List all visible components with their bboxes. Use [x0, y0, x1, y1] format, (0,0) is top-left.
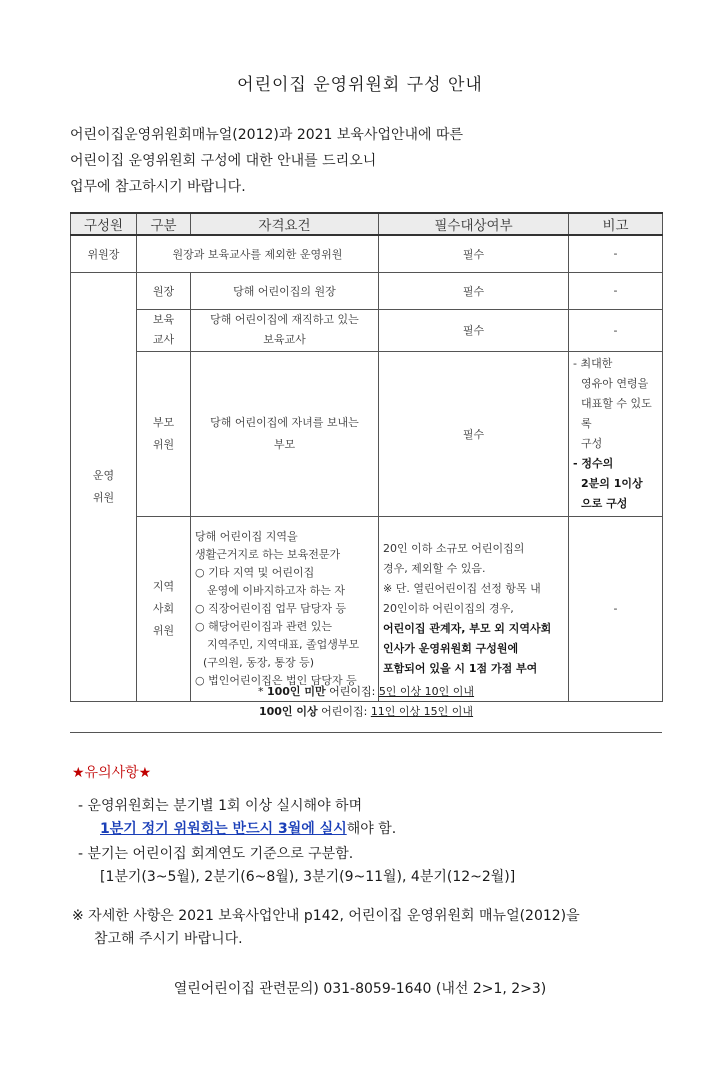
header-qualification: 자격요건 — [191, 213, 379, 235]
qualification-line: 운영에 이바지하고자 하는 자 — [207, 583, 346, 597]
qualification-line: 당해 어린이집 지역을 — [195, 529, 298, 543]
intro-paragraph — [70, 122, 463, 200]
intro-line: 업무에 참고하시기 바랍니다. — [70, 179, 246, 195]
cell-category: 보육 교사 — [137, 309, 191, 351]
summary-line: * 100인 미만 어린이집: 5인 이상 10인 이내 — [257, 685, 475, 698]
cell-required: 필수 — [379, 309, 569, 351]
document-title: 어린이집 운영위원회 구성 안내 — [237, 75, 483, 95]
cell-qualification — [191, 516, 379, 701]
required-line: 어린이집 관계자, 부모 외 지역사회 — [383, 621, 552, 635]
header-note: 비고 — [569, 213, 663, 235]
summary-line: 100인 이상 어린이집: 11인 이상 15인 이내 — [258, 705, 474, 718]
required-line: ※ 단. 열린어린이집 선정 항목 내 — [383, 581, 541, 595]
cell-note: - — [569, 516, 663, 701]
qualification-line: 생활근거지로 하는 보육전문가 — [195, 547, 341, 561]
table-row — [71, 272, 663, 309]
qualification-line: ○ 법인어린이집은 법인 담당자 등 — [195, 673, 357, 687]
qualification-line: ○ 직장어린이집 업무 담당자 등 — [195, 601, 347, 615]
cell-qualification: 당해 어린이집에 자녀를 보내는 부모 — [191, 351, 379, 516]
required-line: 포함되어 있을 시 1점 가점 부여 — [383, 661, 538, 675]
header-member: 구성원 — [71, 213, 137, 235]
cell-note — [569, 351, 663, 516]
reference-note — [72, 905, 580, 951]
cell-category: 지역 사회 위원 — [137, 516, 191, 701]
note-line: 구성 — [581, 436, 603, 450]
cell-required — [379, 516, 569, 701]
cell-category: 부모 위원 — [137, 351, 191, 516]
header-required: 필수대상여부 — [379, 213, 569, 235]
notice-line: - 운영위원회는 분기별 1회 이상 실시해야 하며 — [78, 798, 363, 814]
notice-line: [1분기(3~5월), 2분기(6~8월), 3분기(9~11월), 4분기(12~2월)] — [100, 869, 516, 885]
cell-qualification: 원장과 보육교사를 제외한 운영위원 — [137, 235, 379, 272]
note-line: - 최대한 — [573, 356, 613, 370]
reference-line: 참고해 주시기 바랍니다. — [94, 931, 243, 947]
cell-note: - — [569, 309, 663, 351]
notice-line: - 분기는 어린이집 회계연도 기준으로 구분함. — [78, 846, 354, 862]
cell-member: 위원장 — [71, 235, 137, 272]
highlight-text: 1분기 정기 위원회는 반드시 3월에 실시 — [100, 821, 347, 837]
qualification-line: (구의원, 동장, 통장 등) — [203, 655, 315, 669]
intro-line: 어린이집운영위원회매뉴얼(2012)과 2021 보육사업안내에 따른 — [70, 127, 464, 143]
cell-required: 필수 — [379, 272, 569, 309]
note-line: 대표할 수 있도록 — [581, 396, 652, 430]
header-category: 구분 — [137, 213, 191, 235]
table-row — [71, 516, 663, 701]
note-line: 영유아 연령을 — [581, 376, 649, 390]
cell-qualification: 당해 어린이집의 원장 — [191, 272, 379, 309]
notice-heading: ★유의사항★ — [72, 765, 152, 781]
committee-table — [70, 212, 663, 702]
cell-note: - — [569, 235, 663, 272]
cell-category: 원장 — [137, 272, 191, 309]
reference-line: ※ 자세한 사항은 2021 보육사업안내 p142, 어린이집 운영위원회 매뉴얼(2012)을 — [72, 908, 580, 924]
contact-info: 열린어린이집 관련문의) 031-8059-1640 (내선 2>1, 2>3) — [173, 981, 547, 997]
cell-group-label: 운영 위원 — [71, 272, 137, 701]
note-line: 2분의 1이상 — [581, 476, 643, 490]
table-row — [71, 351, 663, 516]
table-header-row — [71, 213, 663, 235]
note-line: - 정수의 — [573, 456, 614, 470]
cell-note: - — [569, 272, 663, 309]
qualification-line: ○ 해당어린이집과 관련 있는 — [195, 619, 332, 633]
note-line: 으로 구성 — [581, 496, 628, 510]
qualification-line: ○ 기타 지역 및 어린이집 — [195, 565, 315, 579]
notice-list — [78, 795, 515, 889]
table-row — [71, 235, 663, 272]
notice-line: 1분기 정기 위원회는 반드시 3월에 실시해야 함. — [100, 821, 397, 837]
qualification-line: 지역주민, 지역대표, 졸업생부모 — [207, 637, 360, 651]
cell-qualification: 당해 어린이집에 재직하고 있는 보육교사 — [191, 309, 379, 351]
cell-required: 필수 — [379, 235, 569, 272]
required-line: 인사가 운영위원회 구성원에 — [383, 641, 519, 655]
required-line: 20인 이하 소규모 어린이집의 — [383, 541, 525, 555]
intro-line: 어린이집 운영위원회 구성에 대한 안내를 드리오니 — [70, 153, 377, 169]
required-line: 20인이하 어린이집의 경우, — [383, 601, 514, 615]
required-line: 경우, 제외할 수 있음. — [383, 561, 486, 575]
cell-required: 필수 — [379, 351, 569, 516]
member-count-summary — [70, 682, 662, 733]
table-row — [71, 309, 663, 351]
